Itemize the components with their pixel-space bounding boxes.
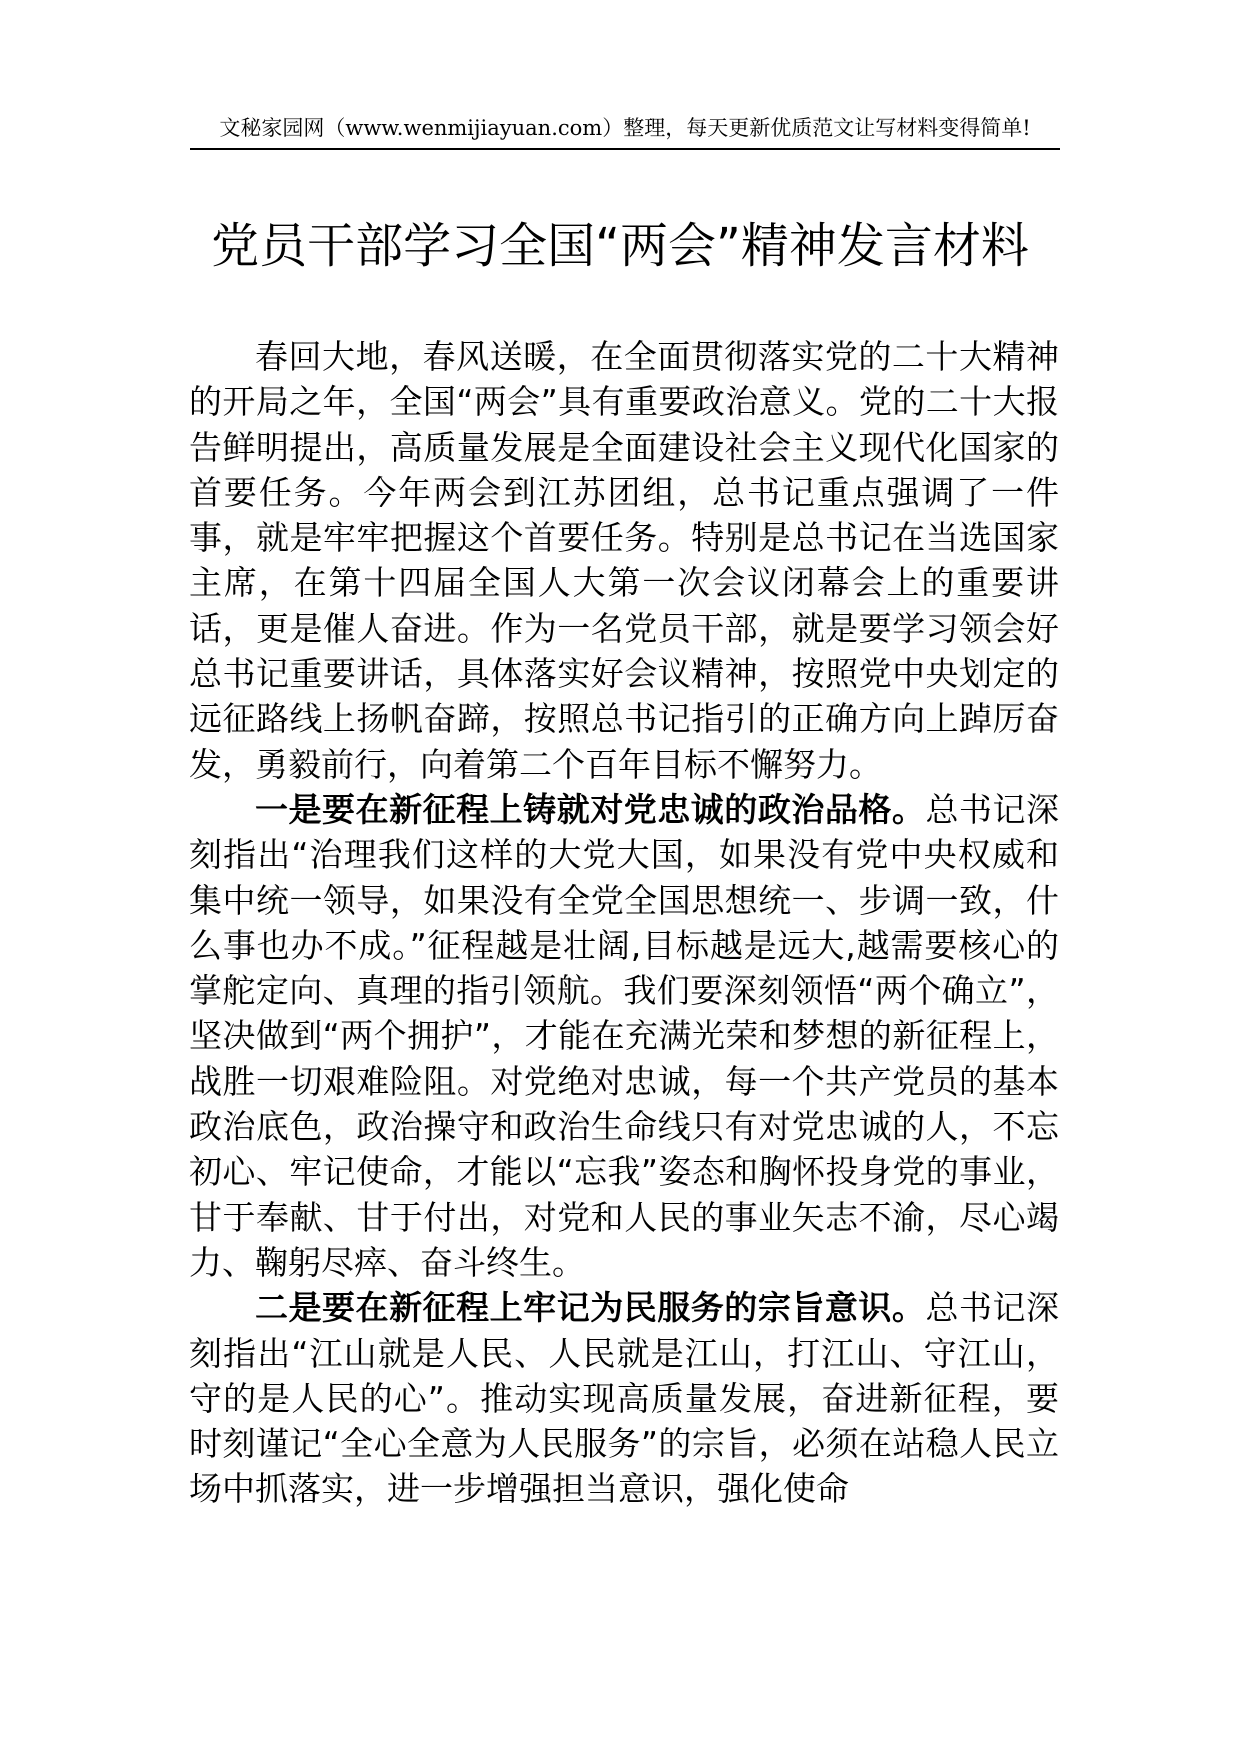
paragraph-point-one <box>189 787 1059 1285</box>
paragraph-lead: 一是要在新征程上铸就对党忠诚的政治品格。 <box>255 789 926 829</box>
paragraph-text: 总书记深刻指出“治理我们这样的大党大国，如果没有党中央权威和集中统一领导，如果没有全党全国思想统一、步调一致，什么事也办不成。”征程越是壮阔,目标越是远大,越需要核心的掌舵定向、真理的指引领航。我们要深刻领悟“两个确立”，坚决做到“两个拥护”，才能在充满光荣和梦想的新征程上，战胜一切艰难险阻。对党绝对忠诚，每一个共产党员的基本政治底色，政治操守和政治生命线只有对党忠诚的人，不忘初心、牢记使命，才能以“忘我”姿态和胸怀投身党的事业，甘于奉献、甘于付出，对党和人民的事业矢志不渝，尽心竭力、鞠躬尽瘁、奋斗终生。 <box>189 789 1060 1282</box>
paragraph-text: 春回大地，春风送暖，在全面贯彻落实党的二十大精神的开局之年，全国“两会”具有重要政治意义。党的二十大报告鲜明提出，高质量发展是全面建设社会主义现代化国家的首要任务。今年两会到江苏团组，总书记重点强调了一件事，就是牢牢把握这个首要任务。特别是总书记在当选国家主席，在第十四届全国人大第一次会议闭幕会上的重要讲话，更是催人奋进。作为一名党员干部，就是要学习领会好总书记重要讲话，具体落实好会议精神，按照党中央划定的远征路线上扬帆奋蹄，按照总书记指引的正确方向上踔厉奋发，勇毅前行，向着第二个百年目标不懈努力。 <box>189 337 1059 784</box>
document-body <box>189 334 1059 1512</box>
document-title: 党员干部学习全国“两会”精神发言材料 <box>211 218 1029 274</box>
paragraph-lead: 二是要在新征程上牢记为民服务的宗旨意识。 <box>255 1288 926 1328</box>
page-header: 文秘家园网（www.wenmijiayuan.com）整理，每天更新优质范文让写材料变得简单! <box>190 108 1060 150</box>
paragraph-intro <box>189 334 1059 787</box>
paragraph-text: 总书记深刻指出“江山就是人民、人民就是江山，打江山、守江山，守的是人民的心”。推动实现高质量发展，奋进新征程，要时刻谨记“全心全意为人民服务”的宗旨，必须在站稳人民立场中抓落实，进一步增强担当意识，强化使命 <box>189 1288 1060 1509</box>
paragraph-point-two <box>189 1285 1059 1511</box>
